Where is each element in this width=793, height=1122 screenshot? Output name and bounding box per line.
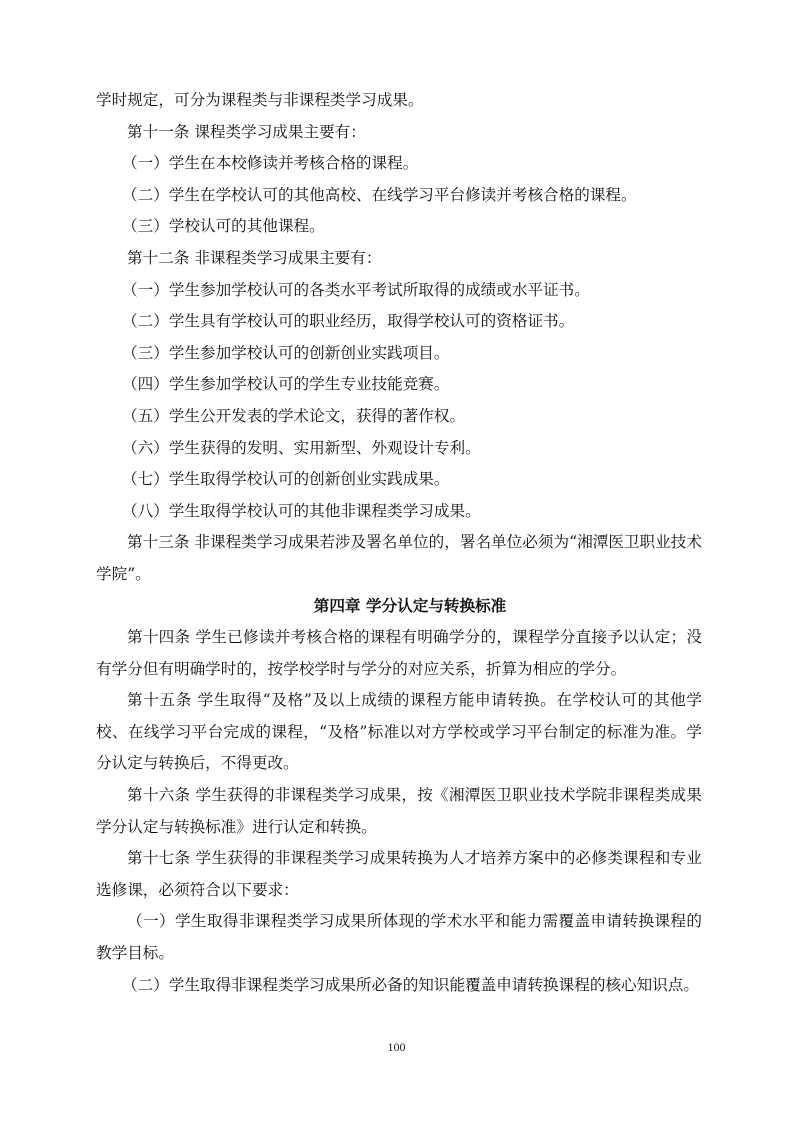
article-12-heading: 第十二条 非课程类学习成果主要有： (127, 248, 382, 267)
article-11-item-1: （一）学生在本校修读并考核合格的课程。 (122, 154, 419, 173)
article-12-item-4: （四）学生参加学校认可的学生专业技能竞赛。 (122, 375, 450, 394)
article-13: 第十三条 非课程类学习成果若涉及署名单位的，署名单位必须为“湘潭医卫职业技术学院”。 (96, 533, 702, 583)
article-17: 第十七条 学生获得的非课程类学习成果转换为人才培养方案中的必修类课程和专业选修课，必须符合以下要求： (96, 849, 702, 899)
article-12-item-1: （一）学生参加学校认可的各类水平考试所取得的成绩或水平证书。 (122, 280, 590, 299)
paragraph-continuation: 学时规定，可分为课程类与非课程类学习成果。 (96, 91, 424, 109)
article-12-item-5: （五）学生公开发表的学术论文，获得的著作权。 (122, 406, 466, 425)
article-11-item-2: （二）学生在学校认可的其他高校、在线学习平台修读并考核合格的课程。 (122, 185, 637, 204)
article-11-item-3: （三）学校认可的其他课程。 (122, 217, 325, 236)
article-12-item-3: （三）学生参加学校认可的创新创业实践项目。 (122, 343, 450, 362)
article-17-item-2: （二）学生取得非课程类学习成果所必备的知识能覆盖申请转换课程的核心知识点。 (122, 975, 699, 994)
article-12-item-2: （二）学生具有学校认可的职业经历，取得学校认可的资格证书。 (122, 312, 575, 331)
document-body (96, 85, 702, 1001)
article-12-item-7: （七）学生取得学校认可的创新创业实践成果。 (122, 470, 450, 489)
article-12-item-6: （六）学生获得的发明、实用新型、外观设计专利。 (122, 438, 481, 457)
chapter-4-title: 第四章 学分认定与转换标准 (313, 596, 507, 615)
article-15: 第十五条 学生取得“及格”及以上成绩的课程方能申请转换。在学校认可的其他学校、在线学习平台完成的课程，“及格”标准以对方学校或学习平台制定的标准为准。学分认定与转换后，不得更改。 (96, 691, 702, 773)
article-14: 第十四条 学生已修读并考核合格的课程有明确学分的，课程学分直接予以认定；没有学分但有明确学时的，按学校学时与学分的对应关系，折算为相应的学分。 (96, 628, 702, 678)
article-16: 第十六条 学生获得的非课程类学习成果，按《湘潭医卫职业技术学院非课程类成果学分认定与转换标准》进行认定和转换。 (96, 786, 702, 836)
page-number: 100 (387, 1040, 406, 1054)
article-12-item-8: （八）学生取得学校认可的其他非课程类学习成果。 (122, 501, 481, 520)
article-11-heading: 第十一条 课程类学习成果主要有： (127, 122, 366, 141)
article-17-item-1: （一）学生取得非课程类学习成果所体现的学术水平和能力需覆盖申请转换课程的教学目标。 (96, 912, 702, 963)
